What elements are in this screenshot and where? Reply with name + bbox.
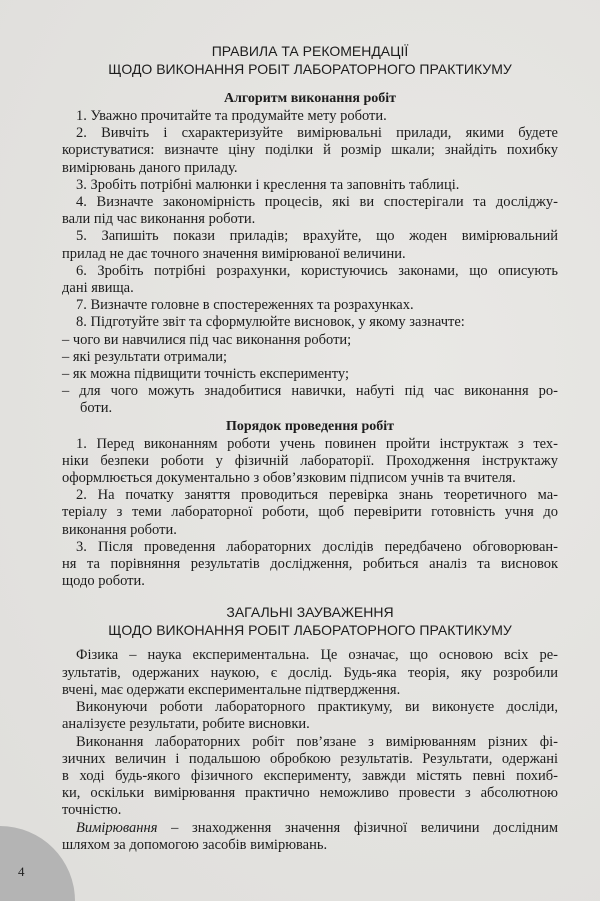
text-line: Виконуючи роботи лабораторного практикуму, ви виконуєте досліди, xyxy=(76,699,558,716)
page-number: 4 xyxy=(18,864,25,879)
bullet-item xyxy=(62,332,558,349)
paragraph xyxy=(62,487,558,539)
text-line: боти. xyxy=(80,400,113,417)
bullet-item xyxy=(62,349,558,366)
text-line: 1. Уважно прочитайте та продумайте мету роботи. xyxy=(76,108,387,124)
paragraph xyxy=(62,539,558,591)
text-line: 4. Визначте закономірність процесів, які ви спостерігали та досліджу- xyxy=(76,194,558,211)
text-line: 3. Зробіть потрібні малюнки і креслення та заповніть таблиці. xyxy=(76,176,460,193)
text-line: 5. Запишіть покази приладів; врахуйте, що жоден вимірювальний xyxy=(76,228,558,245)
text-line: вимірювань даного приладу. xyxy=(62,159,238,176)
text-line: теріалу з теми лабораторної роботи, щоб перевірити готовність учня до xyxy=(62,504,558,521)
text-line: Фізика – наука експериментальна. Це означає, що основою всіх ре- xyxy=(76,647,558,664)
paragraph xyxy=(62,125,558,177)
definition-term: Вимірювання xyxy=(76,819,158,836)
paragraph xyxy=(62,314,558,331)
text-line: користуватися: визначте ціну поділки й розмір шкали; знайдіть похибку xyxy=(62,142,558,159)
text-line: 7. Визначте головне в спостереженнях та розрахунках. xyxy=(76,297,414,314)
definition-text: – знаходження значення фізичної величини дослідним xyxy=(157,819,558,836)
text-line: ки, оскільки вимірювання практично неможливо провести з абсолютною xyxy=(62,785,558,802)
paragraph xyxy=(62,263,558,297)
paragraph xyxy=(62,734,558,820)
text-line: вчені, має одержати експериментальне підтвердження. xyxy=(62,681,401,698)
text-line: – чого ви навчилися під час виконання роботи; xyxy=(62,331,352,348)
section-title-rules xyxy=(62,42,558,78)
text-line: дані явища. xyxy=(62,280,134,297)
title-line: ЩОДО ВИКОНАННЯ РОБІТ ЛАБОРАТОРНОГО ПРАКТИКУМУ xyxy=(108,622,512,639)
paragraph xyxy=(62,699,558,733)
text-line: оформлюється документально з обов’язковим підписом учнів та вчителя. xyxy=(62,470,516,487)
text-line: в ході будь-якого фізичного експерименту, завжди містять певні похиб- xyxy=(62,767,558,784)
paragraph xyxy=(62,228,558,262)
text-line: прилад не дає точного значення вимірюваної величини. xyxy=(62,245,406,262)
procedure-list xyxy=(62,436,558,591)
text-line: зультатів, одержаних наукою, є дослід. Будь-яка теорія, яку розробили xyxy=(62,664,558,681)
title-line: ЩОДО ВИКОНАННЯ РОБІТ ЛАБОРАТОРНОГО ПРАКТИКУМУ xyxy=(108,61,512,77)
text-line: точністю. xyxy=(62,802,122,819)
bullet-item xyxy=(62,383,558,417)
algorithm-list xyxy=(62,108,558,418)
text-line: ніки безпеки роботи у фізичній лабораторії. Проходження інструктажу xyxy=(62,452,558,469)
section-title-general xyxy=(62,603,558,639)
definition-line xyxy=(62,820,558,837)
general-remarks xyxy=(62,647,558,853)
paragraph xyxy=(62,194,558,228)
text-line: вали під час виконання роботи. xyxy=(62,211,256,228)
title-line: ПРАВИЛА ТА РЕКОМЕНДАЦІЇ xyxy=(211,43,409,59)
text-line: 6. Зробіть потрібні розрахунки, користуючись законами, що описують xyxy=(76,262,558,279)
text-line: 2. Вивчіть і схарактеризуйте вимірювальні прилади, якими будете xyxy=(76,125,558,142)
paragraph xyxy=(62,177,558,194)
text-line: – як можна підвищити точність експерименту; xyxy=(62,366,350,383)
text-line: Виконання лабораторних робіт пов’язане з вимірюванням різних фі- xyxy=(76,733,558,750)
text-line: щодо роботи. xyxy=(62,573,145,590)
text-line: 1. Перед виконанням роботи учень повинен пройти інструктаж з тех- xyxy=(76,435,558,452)
page-content xyxy=(62,42,558,854)
text-line: аналізуєте результати, робите висновки. xyxy=(62,716,310,733)
text-line: ня та порівняння результатів дослідження, робиться аналіз та висновок xyxy=(62,556,558,573)
paragraph xyxy=(62,436,558,488)
text-line: 3. Після проведення лабораторних дослідів передбачено обговорюван- xyxy=(76,538,558,555)
general-paragraphs xyxy=(62,647,558,819)
text-line: – які результати отримали; xyxy=(62,348,227,365)
bullet-item xyxy=(62,366,558,383)
heading-algorithm: Алгоритм виконання робіт xyxy=(223,91,397,106)
text-line: 8. Підготуйте звіт та сформулюйте висновок, у якому зазначте: xyxy=(76,314,465,331)
title-line: ЗАГАЛЬНІ ЗАУВАЖЕННЯ xyxy=(226,604,394,621)
heading-procedure: Порядок проведення робіт xyxy=(225,418,395,434)
paragraph xyxy=(62,108,558,125)
text-line: зичних величин і подальшою обробкою результатів. Результати, одержані xyxy=(62,750,558,767)
definition-line: шляхом за допомогою засобів вимірювань. xyxy=(62,836,328,853)
paragraph xyxy=(62,297,558,314)
text-line: 2. На початку заняття проводиться перевірка знань теоретичного ма- xyxy=(76,487,558,504)
text-line: виконання роботи. xyxy=(62,521,177,538)
text-line: – для чого можуть знадобитися навички, набуті під час виконання ро- xyxy=(62,383,558,400)
paragraph xyxy=(62,647,558,699)
